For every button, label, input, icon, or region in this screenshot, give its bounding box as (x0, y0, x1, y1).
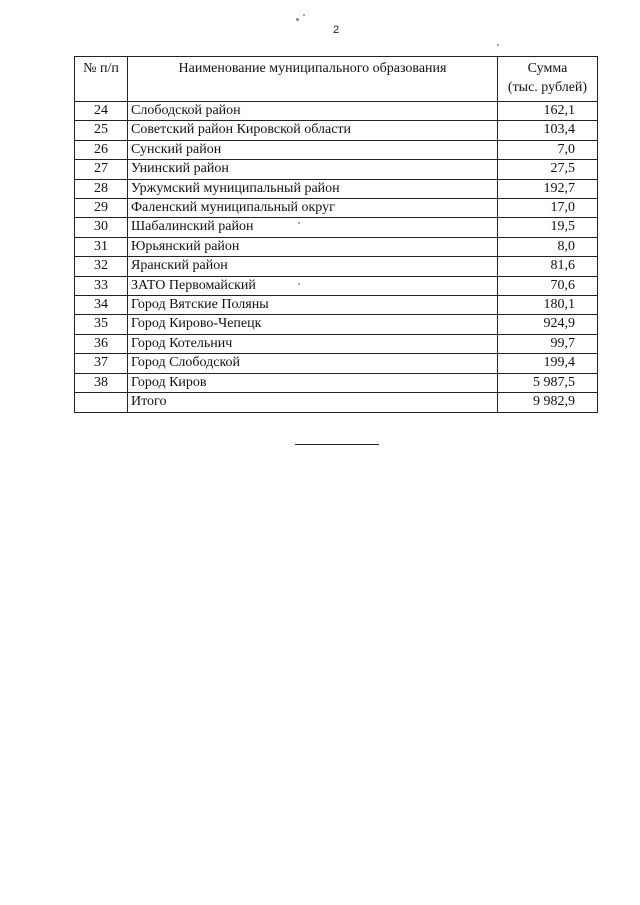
row-number: 25 (75, 121, 128, 140)
table-row (75, 257, 598, 276)
row-number: 31 (75, 237, 128, 256)
row-municipality: Юрьянский район (128, 237, 498, 256)
table-row (75, 354, 598, 373)
scan-speck (296, 18, 299, 21)
page-number: 2 (332, 24, 340, 36)
row-number: 24 (75, 102, 128, 121)
table-row (75, 121, 598, 140)
table-row (75, 237, 598, 256)
row-amount: 7,0 (498, 140, 598, 159)
row-municipality: Город Киров (128, 373, 498, 392)
table-row (75, 160, 598, 179)
table-row (75, 218, 598, 237)
row-municipality: Итого (128, 393, 498, 412)
row-municipality: Слободской район (128, 102, 498, 121)
row-amount: 17,0 (498, 199, 598, 218)
row-number: 27 (75, 160, 128, 179)
row-amount: 99,7 (498, 334, 598, 353)
row-number (75, 393, 128, 412)
header-number: № п/п (75, 57, 128, 102)
table-row (75, 140, 598, 159)
table-row (75, 315, 598, 334)
row-municipality: Город Вятские Поляны (128, 296, 498, 315)
row-number: 37 (75, 354, 128, 373)
header-name: Наименование муниципального образования (128, 57, 498, 102)
row-municipality: Город Кирово-Чепецк (128, 315, 498, 334)
row-amount: 103,4 (498, 121, 598, 140)
row-municipality: Уржумский муниципальный район (128, 179, 498, 198)
row-amount: 192,7 (498, 179, 598, 198)
row-amount: 199,4 (498, 354, 598, 373)
row-number: 29 (75, 199, 128, 218)
row-municipality: Советский район Кировской области (128, 121, 498, 140)
row-number: 32 (75, 257, 128, 276)
row-municipality: ЗАТО Первомайский (128, 276, 498, 295)
scan-speck (298, 222, 300, 224)
row-number: 26 (75, 140, 128, 159)
row-amount: 5 987,5 (498, 373, 598, 392)
row-amount: 81,6 (498, 257, 598, 276)
allocation-table (74, 56, 598, 413)
table-row (75, 373, 598, 392)
row-number: 36 (75, 334, 128, 353)
row-number: 28 (75, 179, 128, 198)
table-row (75, 102, 598, 121)
table-row (75, 296, 598, 315)
row-number: 30 (75, 218, 128, 237)
header-amount-line1: Сумма (527, 61, 568, 76)
row-municipality: Сунский район (128, 140, 498, 159)
table-row (75, 179, 598, 198)
row-amount: 70,6 (498, 276, 598, 295)
row-municipality: Яранский район (128, 257, 498, 276)
table-row (75, 199, 598, 218)
row-municipality: Город Котельнич (128, 334, 498, 353)
scan-speck (303, 14, 305, 16)
row-amount: 9 982,9 (498, 393, 598, 412)
scan-speck (497, 44, 499, 46)
row-amount: 27,5 (498, 160, 598, 179)
row-amount: 180,1 (498, 296, 598, 315)
row-number: 35 (75, 315, 128, 334)
row-number: 38 (75, 373, 128, 392)
closing-line (295, 444, 379, 445)
row-municipality: Шабалинский район (128, 218, 498, 237)
total-row (75, 393, 598, 412)
row-amount: 924,9 (498, 315, 598, 334)
row-municipality: Унинский район (128, 160, 498, 179)
header-amount (498, 57, 598, 102)
table-row (75, 276, 598, 295)
table-header-row (75, 57, 598, 102)
header-amount-line2: (тыс. рублей) (507, 80, 588, 95)
row-municipality: Город Слободской (128, 354, 498, 373)
row-municipality: Фаленский муниципальный округ (128, 199, 498, 218)
row-amount: 162,1 (498, 102, 598, 121)
row-number: 33 (75, 276, 128, 295)
row-amount: 8,0 (498, 237, 598, 256)
scan-speck (298, 283, 300, 285)
row-number: 34 (75, 296, 128, 315)
row-amount: 19,5 (498, 218, 598, 237)
table-row (75, 334, 598, 353)
